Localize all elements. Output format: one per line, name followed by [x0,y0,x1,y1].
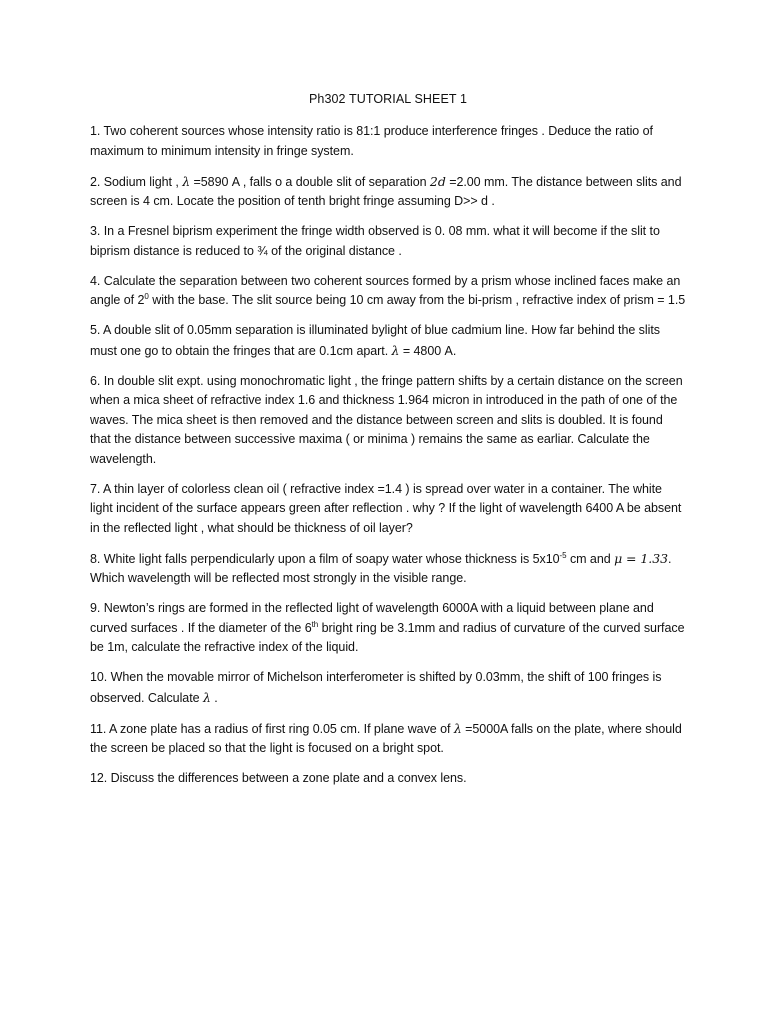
question-10-text-a: 10. When the movable mirror of Michelson interferometer is shifted by 0.03mm, the shift of 100 fringes is observed. Calculate [90,670,662,705]
question-12: 12. Discuss the differences between a zone plate and a convex lens. [90,771,467,785]
ordinal-superscript: th [311,619,319,629]
question-7: 7. A thin layer of colorless clean oil ( refractive index =1.4 ) is spread over water in a container. The white light incident of the surface appears green after reflection . why ? If the light of wavelength 6400 A be absent in the reflected light , what should be thickness of oil layer? [90,481,682,535]
question-3: 3. In a Fresnel biprism experiment the fringe width observed is 0. 08 mm. what it will become if the slit to biprism distance is reduced to ¾ of the original distance . [90,224,660,258]
question-5 [90,321,686,361]
question-9 [90,599,686,658]
question-4 [90,272,686,311]
lambda-symbol: λ [202,689,211,705]
question-8-text-a: 8. White light falls perpendicularly upon a film of soapy water whose thickness is 5x10 [90,551,560,566]
mu-expression: μ = 1.33 [614,550,669,566]
question-9-text-b: bright ring be 3.1mm and radius of curvature of the curved surface be 1m, calculate the refractive index of the liquid. [90,620,685,654]
question-2-text-b: =5890 A , falls o a double slit of separation [190,174,430,189]
question-11 [90,719,686,759]
question-2-text-c: =2.00 mm. The distance between slits and screen is 4 cm. Locate the position of tenth bright fringe assuming D>> d . [90,174,682,208]
page-title: Ph302 TUTORIAL SHEET 1 [308,92,468,106]
question-2-text-a: 2. Sodium light , [90,174,183,189]
question-5-text-b: = 4800 A. [399,343,457,358]
question-5-text-a: 5. A double slit of 0.05mm separation is illuminated bylight of blue cadmium line. How far behind the slits must one go to obtain the fringes that are 0.1cm apart. [90,323,660,358]
question-4-text-b: with the base. The slit source being 10 cm away from the bi-prism , refractive index of prism = 1.5 [148,293,686,307]
question-8-text-c: . Which wavelength will be reflected most strongly in the visible range. [90,551,672,585]
lambda-symbol: λ [453,720,462,736]
separation-symbol: 2d [429,173,446,189]
question-2 [90,172,686,212]
exponent-superscript: -5 [559,550,567,560]
question-10-text-b: . [210,690,218,705]
question-11-text-a: 11. A zone plate has a radius of first ring 0.05 cm. If plane wave of [90,721,454,736]
question-11-text-b: =5000A falls on the plate, where should the screen be placed so that the light is focused on a bright spot. [90,721,682,755]
question-8 [90,549,686,589]
question-10 [90,668,686,708]
degree-superscript: 0 [144,291,149,301]
question-9-text-a: 9. Newton’s rings are formed in the reflected light of wavelength 6000A with a liquid between plane and curved surfaces . If the diameter of the 6 [90,601,654,635]
question-1: 1. Two coherent sources whose intensity ratio is 81:1 produce interference fringes . Deduce the ratio of maximum to minimum intensity in fringe system. [90,124,653,158]
lambda-symbol: λ [391,342,400,358]
question-8-text-b: cm and [566,551,615,566]
lambda-symbol: λ [182,173,191,189]
question-6: 6. In double slit expt. using monochromatic light , the fringe pattern shifts by a certain distance on the screen when a mica sheet of refractive index 1.6 and thickness 1.964 micron in introduced in the path of one of the waves. The mica sheet is then removed and the distance between screen and slits is doubled. It is found that the distance between successive maxima ( or minima ) remains the same as earliar. Calculate the wavelength. [90,373,683,466]
question-4-text-a: 4. Calculate the separation between two coherent sources formed by a prism whose inclined faces make an angle of 2 [90,273,681,307]
